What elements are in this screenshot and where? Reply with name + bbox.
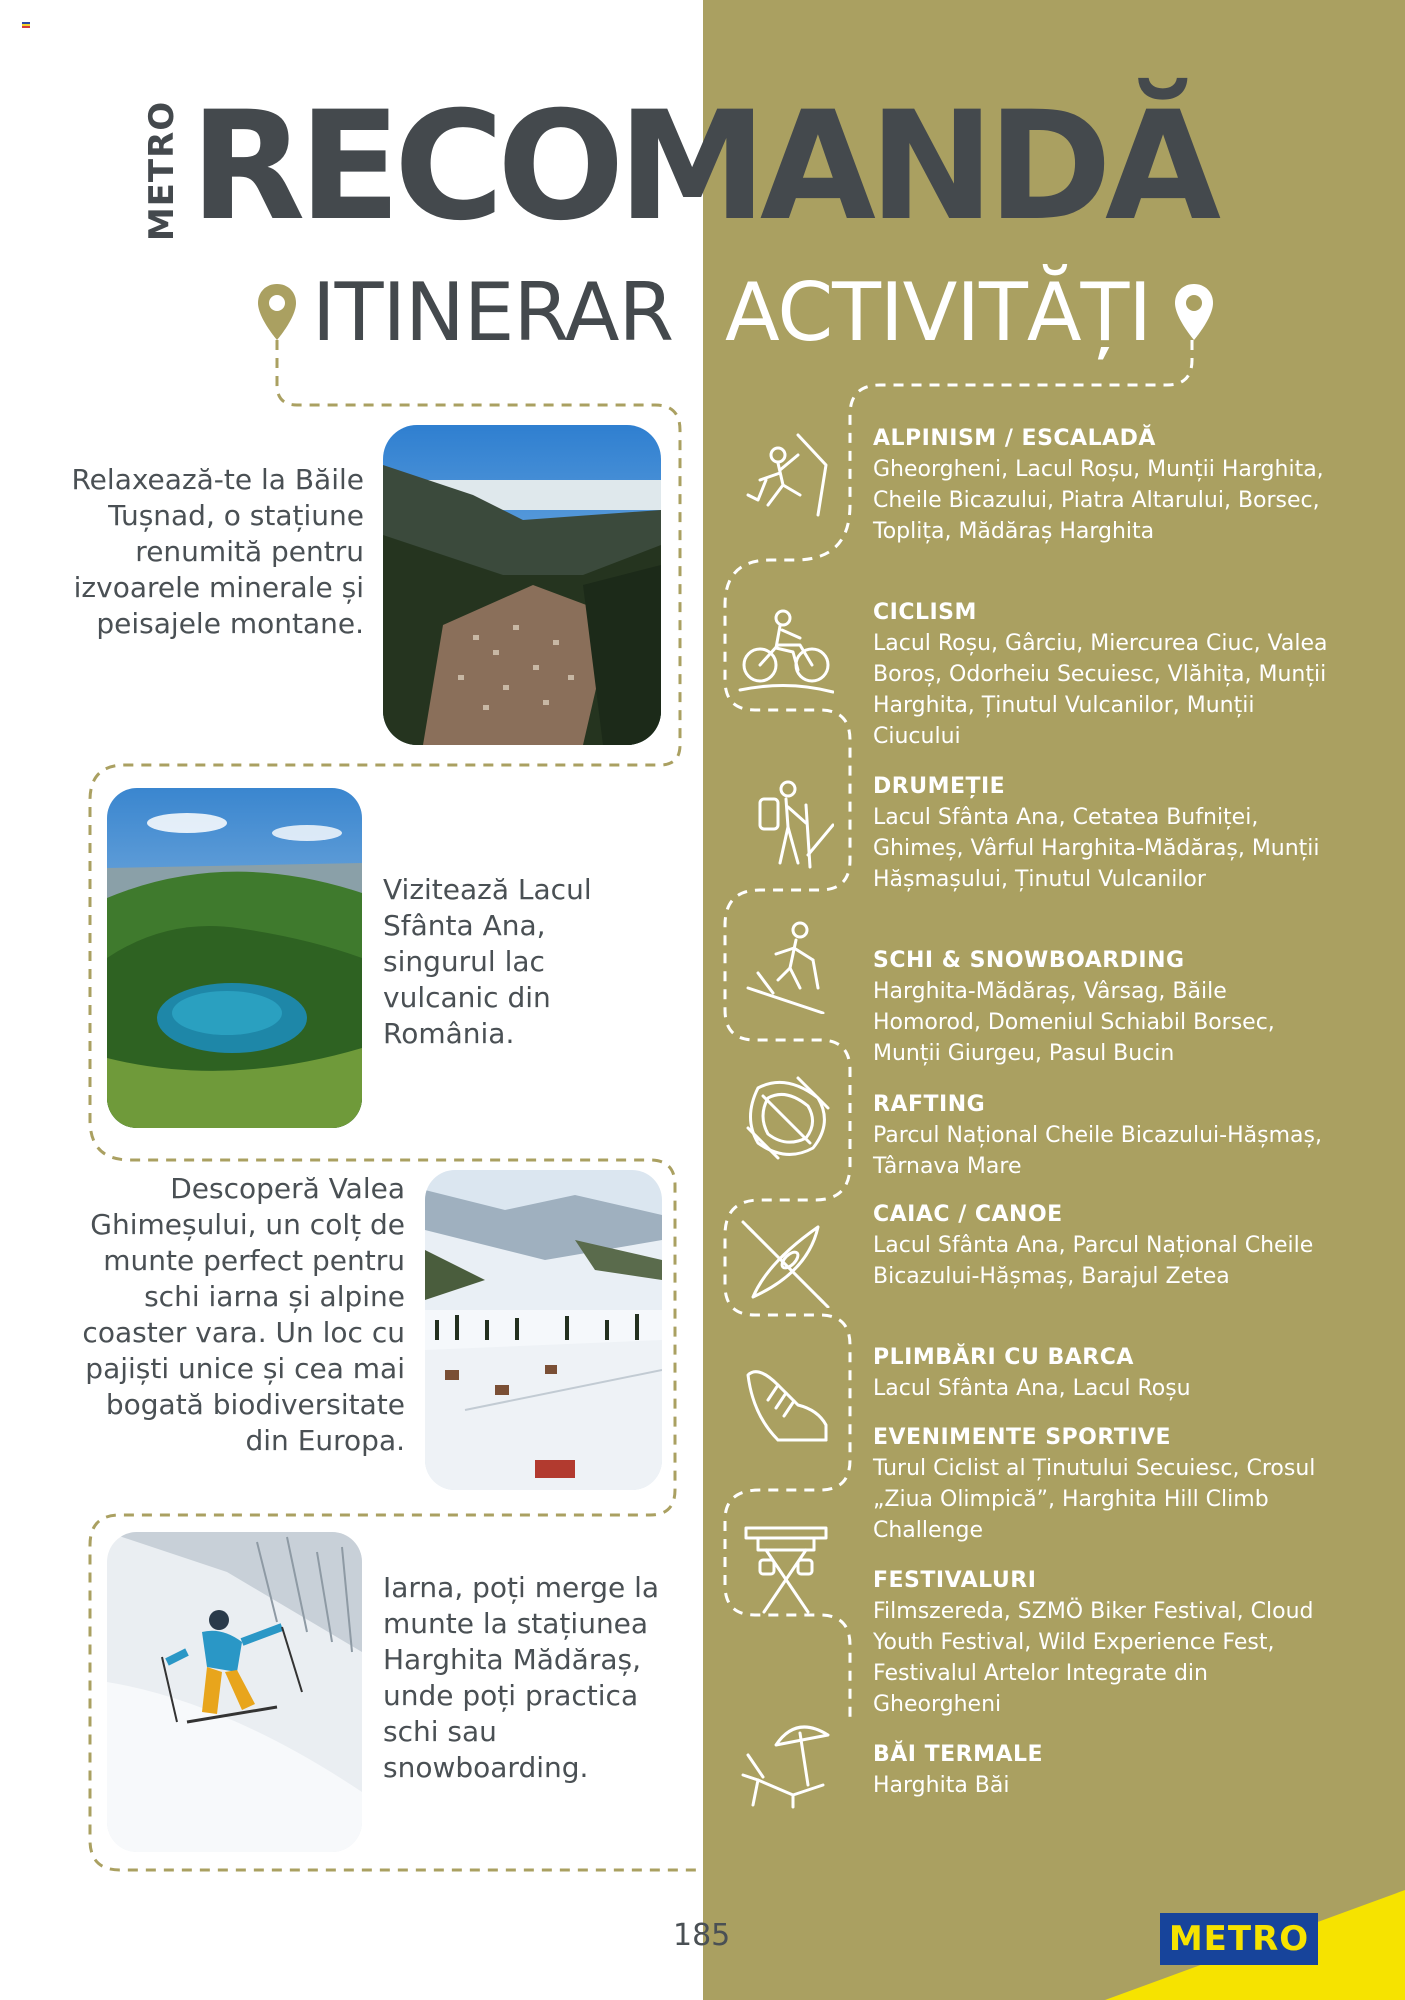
raft-icon — [738, 1068, 834, 1164]
activity-places: Lacul Sfânta Ana, Lacul Roșu — [873, 1376, 1191, 1401]
activity-places: Parcul Național Cheile Bicazului-Hășmaș, Târnava Mare — [873, 1123, 1322, 1179]
activity-title: BĂI TERMALE — [873, 1742, 1044, 1767]
activity-places: Turul Ciclist al Ținutului Secuiesc, Crosul „Ziua Olimpică”, Harghita Hill Climb Challenge — [873, 1456, 1316, 1543]
activity-places: Gheorgheni, Lacul Roșu, Munții Harghita, Cheile Bicazului, Piatra Altarului, Borsec, Toplița, Mădăraș Harghita — [873, 457, 1324, 544]
recommendation-text: Vizitează Lacul Sfânta Ana, singurul lac vulcanic din România. — [383, 873, 592, 1050]
activity-places: Lacul Sfânta Ana, Cetatea Bufniței, Ghimeș, Vârful Harghita-Mădăraș, Munții Hășmașului, Ținutul Vulcanilor — [873, 805, 1320, 892]
activities-heading: ACTIVITĂȚI — [725, 266, 1152, 359]
activity-item — [873, 1566, 1333, 1720]
deckchair-umbrella-icon — [738, 1715, 834, 1811]
activity-item — [873, 424, 1333, 547]
snowy-valley-photo — [425, 1170, 662, 1490]
activity-item — [873, 1423, 1333, 1546]
metro-logo: METRO — [1160, 1913, 1318, 1965]
activity-places: Lacul Roșu, Gârciu, Miercurea Ciuc, Valea Boroș, Odorheiu Secuiesc, Vlăhița, Munții Harghita, Ținutul Vulcanilor, Munții Ciucului — [873, 631, 1328, 749]
kayak-icon — [738, 1212, 834, 1308]
page-title: RECOMANDĂ — [190, 80, 1215, 254]
page-number: 185 — [673, 1918, 731, 1953]
activity-item — [873, 1200, 1333, 1292]
festival-stage-icon — [738, 1520, 834, 1616]
activity-title: RAFTING — [873, 1092, 986, 1117]
activity-title: CICLISM — [873, 600, 977, 625]
activity-item — [873, 1343, 1333, 1404]
activity-title: CAIAC / CANOE — [873, 1202, 1063, 1227]
activity-title: FESTIVALURI — [873, 1568, 1037, 1593]
recommendation-text: Iarna, poți merge la munte la stațiunea Harghita Mădăraș, unde poți practica schi sau snowboarding. — [383, 1571, 660, 1784]
metro-vertical-label: METRO — [142, 100, 182, 242]
activity-item — [873, 1090, 1333, 1182]
aerial-town-valley-photo — [383, 425, 661, 745]
activity-title: DRUMEȚIE — [873, 774, 1006, 799]
hiker-icon — [738, 775, 834, 871]
activity-item — [873, 598, 1333, 752]
activity-item — [873, 772, 1333, 895]
recommendation-text: Descoperă Valea Ghimeșului, un colț de munte perfect pentru schi iarna și alpine coaster vara. Un loc cu pajiști unice și cea mai bogată biodiversitate din Europa. — [82, 1172, 405, 1457]
activity-places: Harghita Băi — [873, 1773, 1010, 1798]
activity-places: Filmszereda, SZMÖ Biker Festival, Cloud Youth Festival, Wild Experience Fest, Festivalul Artelor Integrate din Gheorgheni — [873, 1599, 1314, 1717]
sneaker-icon — [738, 1355, 834, 1451]
activity-title: EVENIMENTE SPORTIVE — [873, 1425, 1172, 1450]
activity-item — [873, 1740, 1333, 1801]
cyclist-icon — [738, 600, 834, 696]
activity-title: ALPINISM / ESCALADĂ — [873, 426, 1156, 451]
skier-icon — [738, 918, 834, 1014]
activity-title: PLIMBĂRI CU BARCA — [873, 1345, 1134, 1370]
climber-icon — [738, 425, 834, 521]
itinerary-heading: ITINERAR — [312, 266, 674, 359]
recommendation-text: Relaxează-te la Băile Tușnad, o stațiune renumită pentru izvoarele minerale și peisajele montane. — [71, 463, 364, 640]
activity-item — [873, 946, 1333, 1069]
activity-places: Lacul Sfânta Ana, Parcul Național Cheile Bicazului-Hășmaș, Barajul Zetea — [873, 1233, 1314, 1289]
skier-photo — [107, 1532, 362, 1852]
activity-title: SCHI & SNOWBOARDING — [873, 948, 1185, 973]
activity-places: Harghita-Mădăraș, Vârsag, Băile Homorod, Domeniul Schiabil Borsec, Munții Giurgeu, Pasul Bucin — [873, 979, 1275, 1066]
volcanic-lake-photo — [107, 788, 362, 1128]
